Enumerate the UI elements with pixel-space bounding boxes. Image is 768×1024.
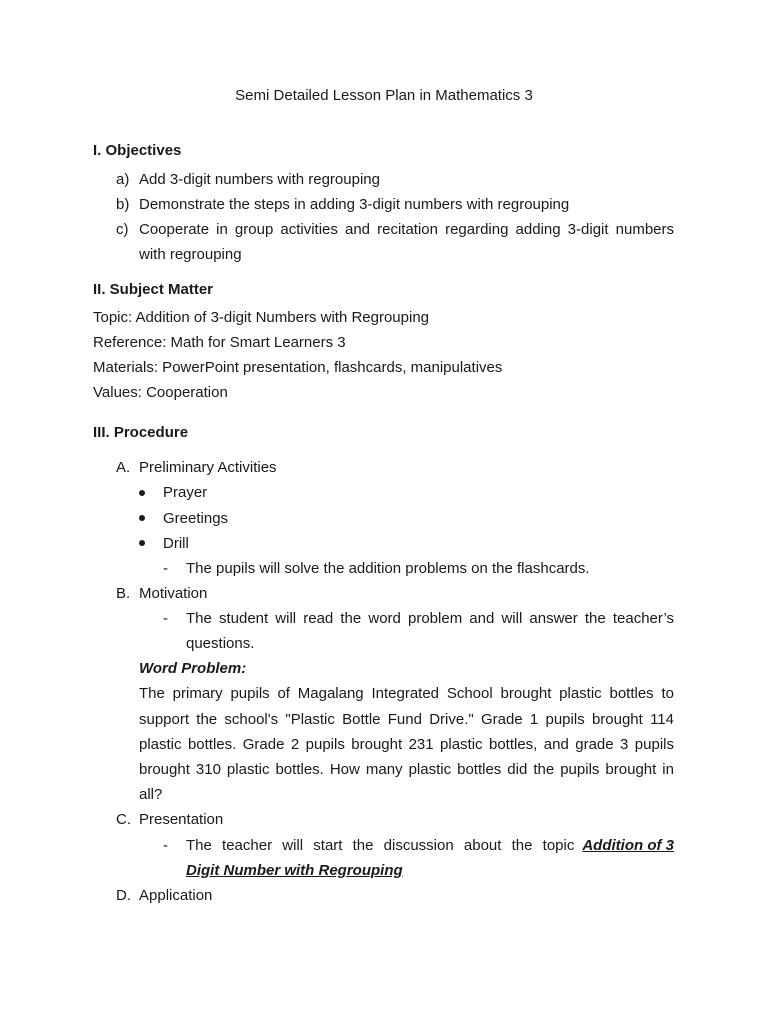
presentation-note-prefix-text: The teacher will start the discussion about the topic [186, 837, 575, 854]
word-problem-line1: The primary pupils of Magalang Integrated School brought plastic bottles to [139, 685, 674, 702]
bullet-prayer: Prayer [163, 484, 208, 501]
objective-a-text: Add 3-digit numbers with regrouping [139, 171, 380, 188]
objective-b-text: Demonstrate the steps in adding 3-digit numbers with regrouping [139, 196, 570, 213]
procedure-d-label: Application [139, 887, 213, 904]
motivation-note-line2: questions. [186, 635, 255, 652]
bullet-icon [139, 515, 145, 521]
word-problem-line5: all? [139, 786, 163, 803]
bullet-icon [139, 490, 145, 496]
subject-matter-heading: II. Subject Matter [93, 281, 214, 298]
procedure-heading: III. Procedure [93, 424, 189, 441]
subject-reference: Reference: Math for Smart Learners 3 [93, 334, 346, 351]
objective-c-text-line1: Cooperate in group activities and recitation regarding adding 3-digit numbers [139, 221, 674, 238]
procedure-c-label: Presentation [139, 811, 224, 828]
presentation-note-prefix [186, 837, 574, 855]
word-problem-line2: support the school's "Plastic Bottle Fund Drive." Grade 1 pupils brought 114 [139, 711, 674, 728]
objective-b-marker: b) [116, 196, 130, 213]
word-problem-label: Word Problem: [139, 660, 247, 677]
presentation-topic-line2: Digit Number with Regrouping [186, 862, 403, 879]
subject-materials: Materials: PowerPoint presentation, flashcards, manipulatives [93, 359, 503, 376]
bullet-greetings: Greetings [163, 510, 229, 527]
procedure-d-marker: D. [116, 887, 131, 904]
dash-marker: - [163, 610, 168, 627]
procedure-b-label: Motivation [139, 585, 208, 602]
presentation-note-line1 [186, 837, 674, 855]
word-problem-line4: brought 310 plastic bottles. How many plastic bottles did the pupils brought in [139, 761, 674, 778]
procedure-a-label: Preliminary Activities [139, 459, 277, 476]
drill-note: The pupils will solve the addition problems on the flashcards. [186, 560, 590, 577]
objectives-heading: I. Objectives [93, 142, 182, 159]
procedure-b-marker: B. [116, 585, 131, 602]
bullet-icon [139, 540, 145, 546]
objective-c-marker: c) [116, 221, 129, 238]
dash-marker: - [163, 837, 168, 854]
presentation-topic-line1: Addition of 3 [582, 837, 674, 854]
procedure-a-marker: A. [116, 459, 131, 476]
objective-c-text-line2: with regrouping [139, 246, 242, 263]
procedure-c-marker: C. [116, 811, 131, 828]
motivation-note-line1: The student will read the word problem and will answer the teacher’s [186, 610, 674, 627]
dash-marker: - [163, 560, 168, 577]
document-title: Semi Detailed Lesson Plan in Mathematics 3 [235, 87, 533, 104]
bullet-drill: Drill [163, 535, 189, 552]
subject-topic: Topic: Addition of 3-digit Numbers with Regrouping [93, 309, 430, 326]
objective-a-marker: a) [116, 171, 130, 188]
word-problem-line3: plastic bottles. Grade 2 pupils brought 231 plastic bottles, and grade 3 pupils [139, 736, 674, 753]
subject-values: Values: Cooperation [93, 384, 228, 401]
